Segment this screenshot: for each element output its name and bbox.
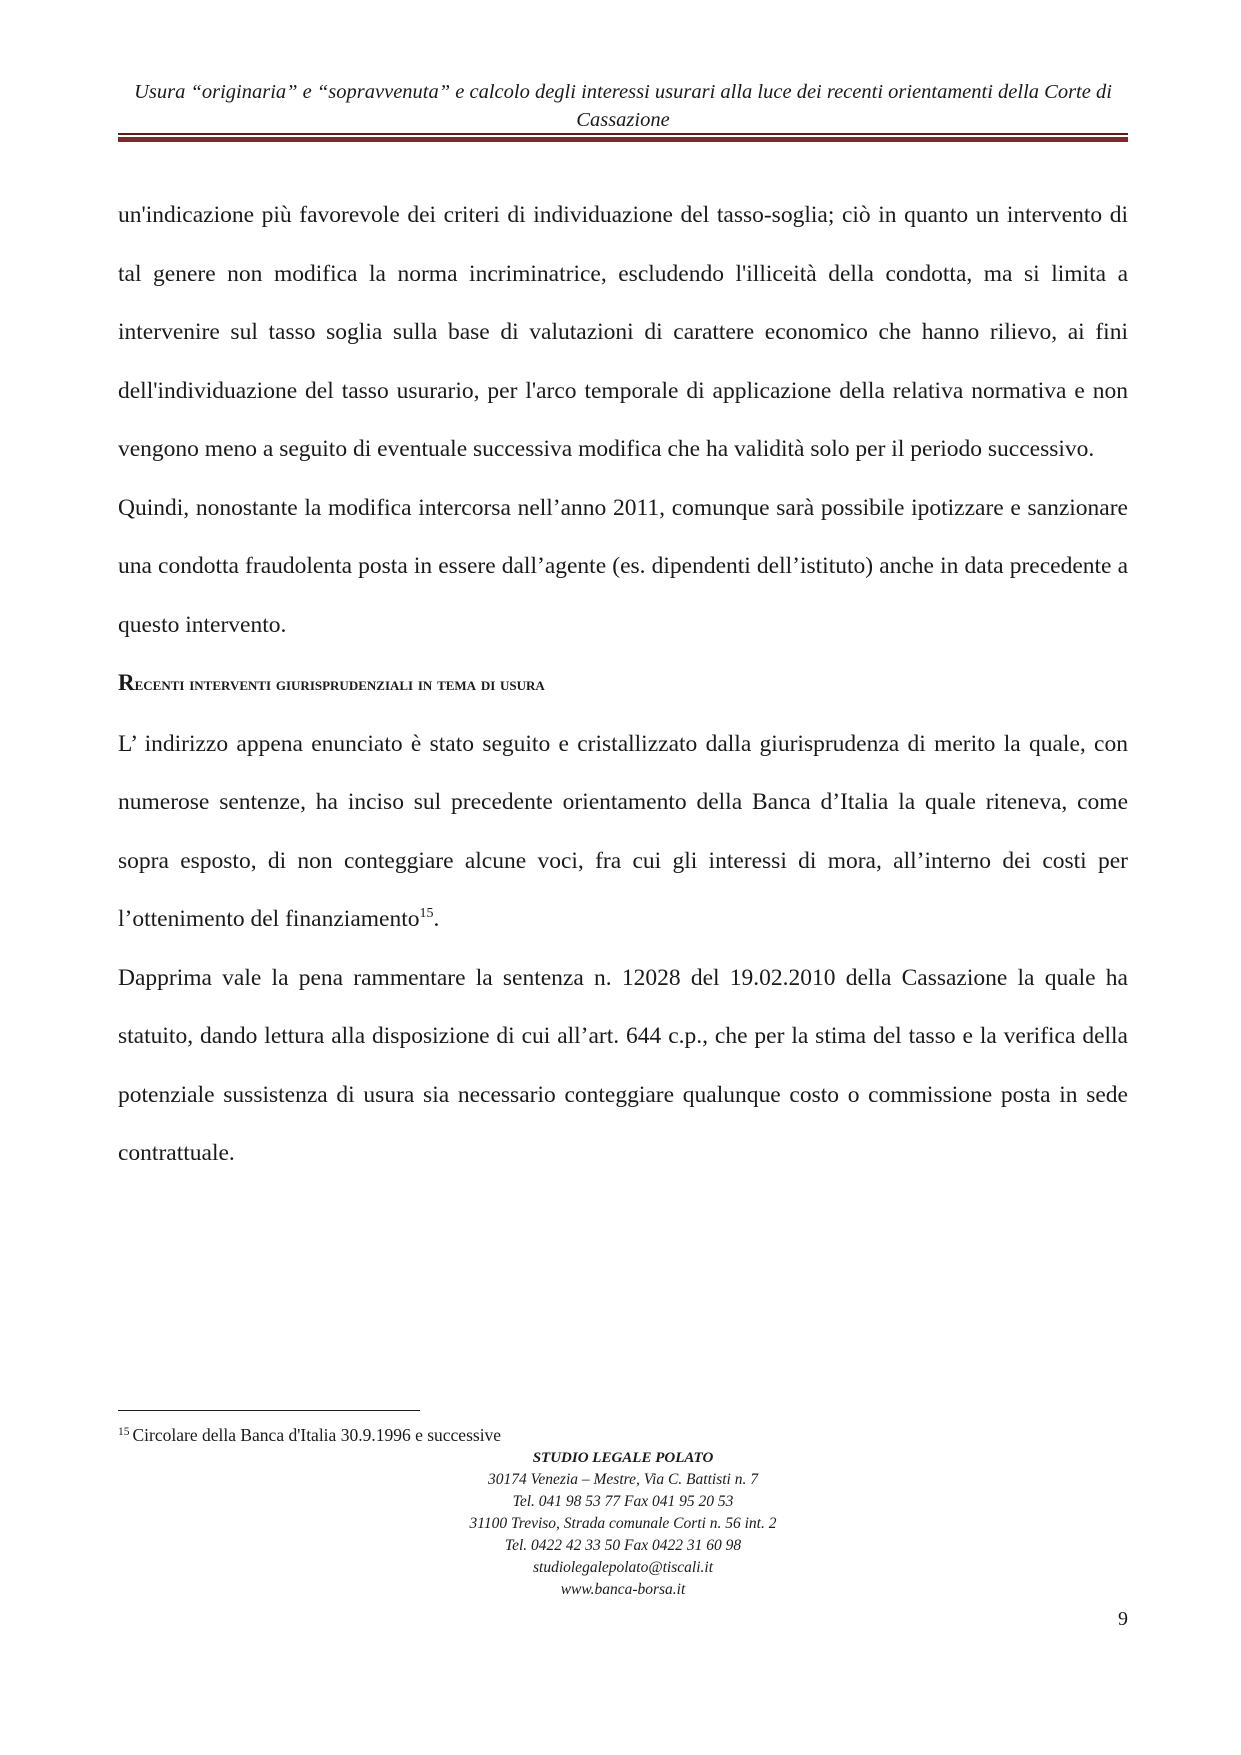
- footnote-reference[interactable]: 15: [419, 906, 434, 921]
- header-title: Usura “originaria” e “sopravvenuta” e calcolo degli interessi usurari alla luce dei recenti orientamenti della Corte di Cassazione: [134, 81, 1112, 131]
- footer-website-link[interactable]: www.banca-borsa.it: [560, 1581, 686, 1598]
- section-heading-text: ecenti interventi giurisprudenziali in tema di usura: [134, 674, 545, 695]
- page-footer: [318, 1447, 928, 1601]
- footnote-text: Circolare della Banca d'Italia 30.9.1996 e successive: [132, 1425, 502, 1445]
- page-number: 9: [1118, 1608, 1128, 1630]
- paragraph-1: un'indicazione più favorevole dei criteri di individuazione del tasso-soglia; ciò in quanto un intervento di tal genere non modifica la norma incriminatrice, escludendo l'illiceità della condotta, ma si limita a intervenire sul tasso soglia sulla base di valutazioni di carattere economico che hanno rilievo, ai fini dell'individuazione del tasso usurario, per l'arco temporale di applicazione della relativa normativa e non vengono meno a seguito di eventuale successiva modifica che ha validità solo per il periodo successivo.: [118, 202, 1128, 462]
- footer-email-link[interactable]: studiolegalepolato@tiscali.it: [532, 1559, 713, 1576]
- section-heading-initial: R: [118, 670, 135, 695]
- paragraph-2: Quindi, nonostante la modifica intercorsa nell’anno 2011, comunque sarà possibile ipotizzare e sanzionare una condotta fraudolenta posta in essere dall’agente (es. dipendenti dell’istituto) anche in data precedente a questo intervento.: [118, 494, 1128, 638]
- paragraph-3: [118, 715, 1128, 949]
- section-heading: [118, 654, 1128, 715]
- page-header: [118, 78, 1128, 134]
- footer-address-venezia: 30174 Venezia – Mestre, Via C. Battisti n. 7: [488, 1471, 758, 1488]
- header-divider: [118, 133, 1128, 143]
- body-content: [118, 186, 1128, 1183]
- footer-phone-venezia: Tel. 041 98 53 77 Fax 041 95 20 53: [512, 1493, 734, 1510]
- header-divider-thick: [118, 137, 1128, 142]
- footer-phone-treviso: Tel. 0422 42 33 50 Fax 0422 31 60 98: [504, 1537, 742, 1554]
- footnote-divider: [118, 1410, 420, 1411]
- header-divider-thin: [118, 133, 1128, 135]
- footnote: [118, 1424, 501, 1446]
- paragraph-4: Dapprima vale la pena rammentare la sentenza n. 12028 del 19.02.2010 della Cassazione la quale ha statuito, dando lettura alla disposizione di cui all’art. 644 c.p., che per la stima del tasso e la verifica della potenziale sussistenza di usura sia necessario conteggiare qualunque costo o commissione posta in sede contrattuale.: [118, 964, 1128, 1166]
- footer-studio-name: STUDIO LEGALE POLATO: [532, 1450, 714, 1466]
- footer-address-treviso: 31100 Treviso, Strada comunale Corti n. 56 int. 2: [469, 1515, 777, 1532]
- footnote-number: 15: [118, 1426, 130, 1438]
- paragraph-3-text: L’ indirizzo appena enunciato è stato seguito e cristallizzato dalla giurisprudenza di merito la quale, con numerose sentenze, ha inciso sul precedente orientamento della Banca d’Italia la quale riteneva, come sopra esposto, di non conteggiare alcune voci, fra cui gli interessi di mora, all’interno dei costi per l’ottenimento del finanziamento: [118, 730, 1128, 932]
- paragraph-3-end: .: [433, 906, 440, 932]
